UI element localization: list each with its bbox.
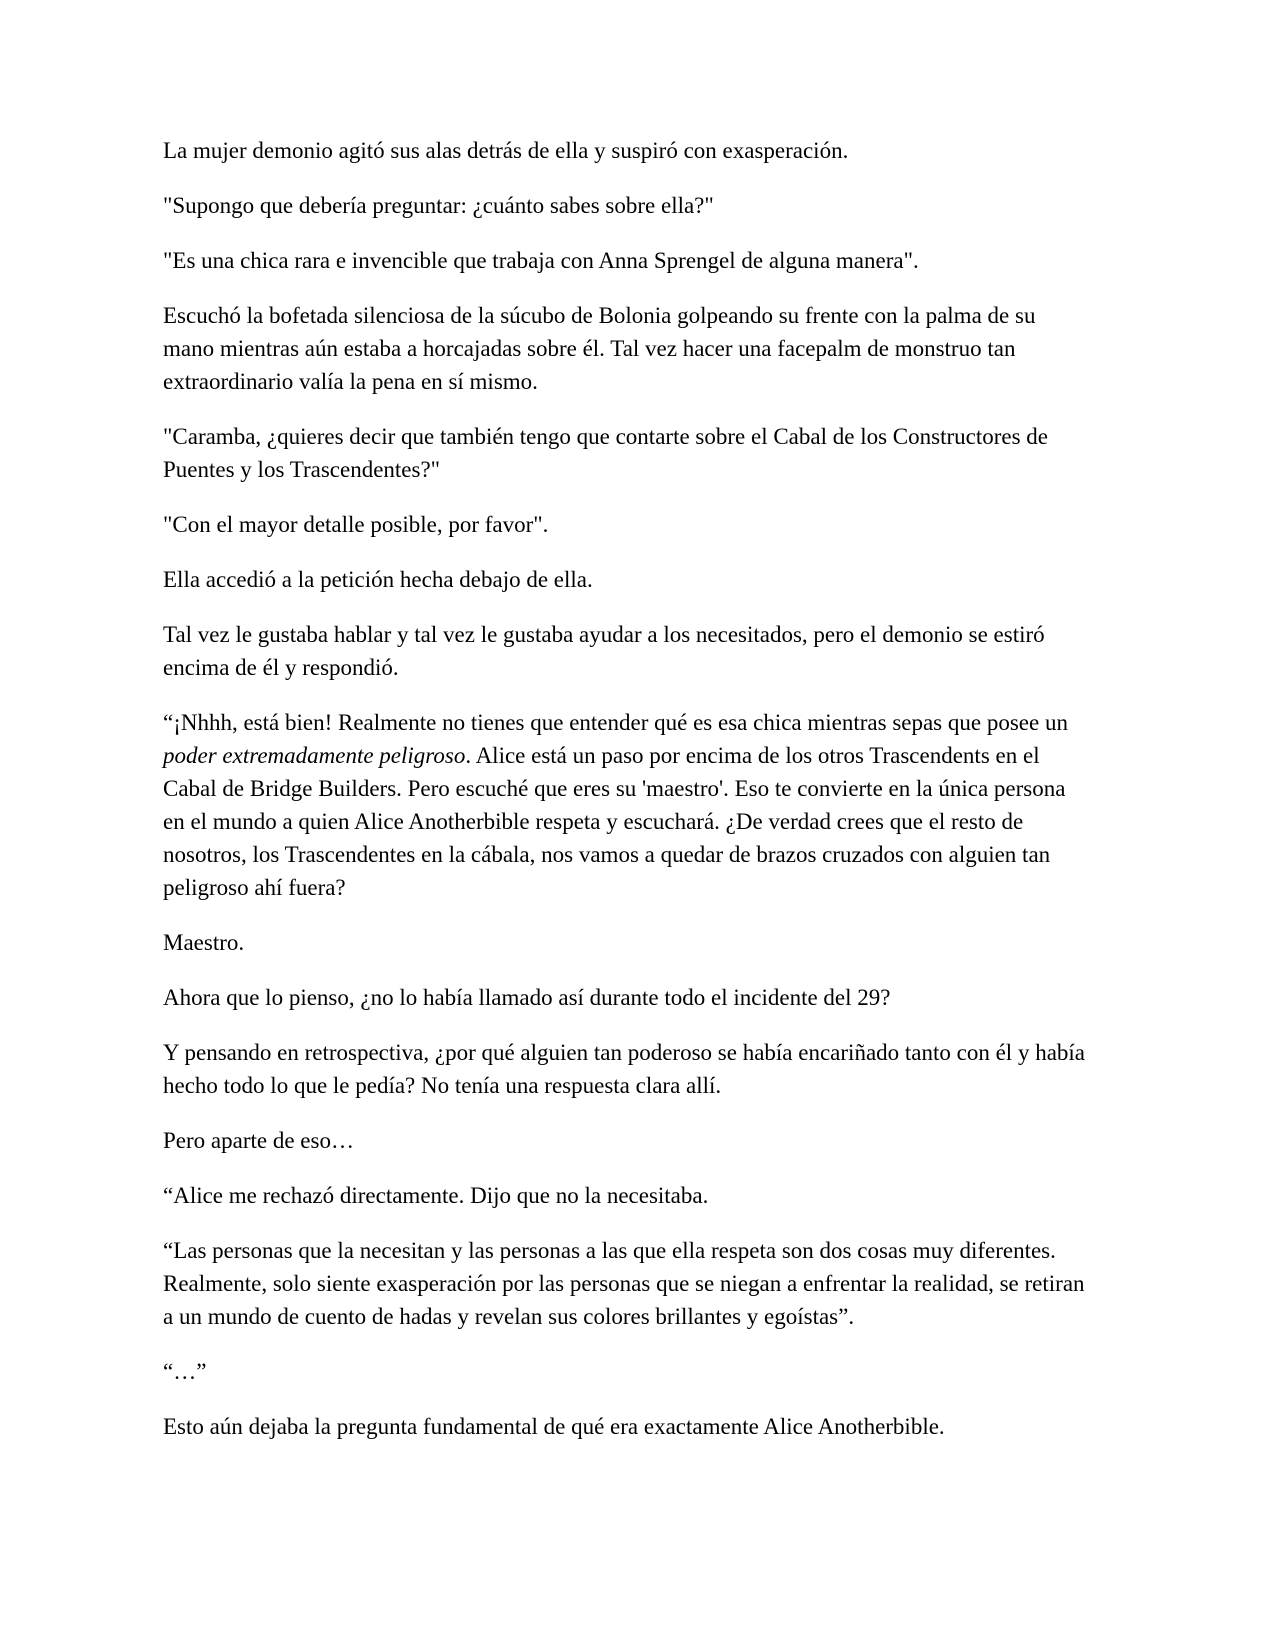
paragraph: [163, 981, 1085, 1014]
paragraph: [163, 299, 1085, 398]
paragraph: [163, 508, 1085, 541]
paragraph: [163, 618, 1085, 684]
paragraph: [163, 1124, 1085, 1157]
paragraph: [163, 244, 1085, 277]
paragraph-segment: Y pensando en retrospectiva, ¿por qué alguien tan poderoso se había encariñado tanto con él y había hecho todo lo que le pedía? No tenía una respuesta clara allí.: [163, 1040, 1085, 1098]
paragraph: [163, 563, 1085, 596]
paragraph: [163, 1179, 1085, 1212]
paragraph: [163, 926, 1085, 959]
paragraph-segment: “Alice me rechazó directamente. Dijo que no la necesitaba.: [163, 1183, 709, 1208]
paragraph-segment: “¡Nhhh, está bien! Realmente no tienes que entender qué es esa chica mientras sepas que posee un: [163, 710, 1068, 735]
paragraph-segment: Ella accedió a la petición hecha debajo de ella.: [163, 567, 593, 592]
paragraph: [163, 134, 1085, 167]
paragraph-segment: “Las personas que la necesitan y las personas a las que ella respeta son dos cosas muy diferentes. Realmente, solo siente exasperación por las personas que se niegan a enfrentar la realidad, se retiran a un mundo de cuento de hadas y revelan sus colores brillantes y egoístas”.: [163, 1238, 1085, 1329]
paragraph: [163, 420, 1085, 486]
paragraph-segment: "Es una chica rara e invencible que trabaja con Anna Sprengel de alguna manera".: [163, 248, 919, 273]
paragraph-segment: "Caramba, ¿quieres decir que también tengo que contarte sobre el Cabal de los Constructores de Puentes y los Trascendentes?": [163, 424, 1048, 482]
paragraph-segment: Maestro.: [163, 930, 245, 955]
paragraph: [163, 1355, 1085, 1388]
paragraph-segment: Escuchó la bofetada silenciosa de la súcubo de Bolonia golpeando su frente con la palma de su mano mientras aún estaba a horcajadas sobre él. Tal vez hacer una facepalm de monstruo tan extraordinario valía la pena en sí mismo.: [163, 303, 1036, 394]
paragraph: [163, 1234, 1085, 1333]
paragraph-segment: Tal vez le gustaba hablar y tal vez le gustaba ayudar a los necesitados, pero el demonio se estiró encima de él y respondió.: [163, 622, 1045, 680]
paragraph: [163, 1036, 1085, 1102]
paragraph-segment: Pero aparte de eso…: [163, 1128, 354, 1153]
paragraph-segment: La mujer demonio agitó sus alas detrás de ella y suspiró con exasperación.: [163, 138, 849, 163]
paragraph-segment: "Con el mayor detalle posible, por favor".: [163, 512, 549, 537]
paragraph-segment: Ahora que lo pienso, ¿no lo había llamado así durante todo el incidente del 29?: [163, 985, 891, 1010]
paragraph-segment: . Alice está un paso por encima de los otros Trascendents en el Cabal de Bridge Builders. Pero escuché que eres su 'maestro'. Eso te convierte en la única persona en el mundo a quien Alice Anotherbible respeta y escuchará. ¿De verdad crees que el resto de nosotros, los Trascendentes en la cábala, nos vamos a quedar de brazos cruzados con alguien tan peligroso ahí fuera?: [163, 743, 1066, 900]
paragraph: [163, 1410, 1085, 1443]
paragraph: [163, 189, 1085, 222]
paragraph: [163, 706, 1085, 904]
paragraph-segment: Esto aún dejaba la pregunta fundamental de qué era exactamente Alice Anotherbible.: [163, 1414, 945, 1439]
paragraph-segment: “…”: [163, 1359, 207, 1384]
paragraph-segment-italic: poder extremadamente peligroso: [163, 743, 466, 768]
paragraph-segment: "Supongo que debería preguntar: ¿cuánto sabes sobre ella?": [163, 193, 714, 218]
